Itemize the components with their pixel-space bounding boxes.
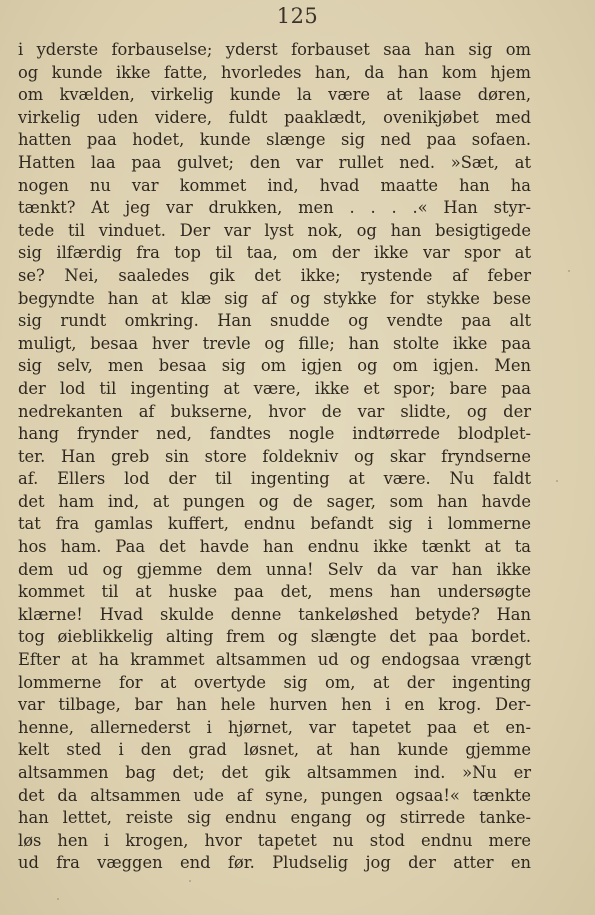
- text-line: det ham ind, at pungen og de sager, som han havde: [18, 491, 531, 511]
- text-line: om kvælden, virkelig kunde la være at laase døren,: [18, 85, 531, 105]
- text-line: dem ud og gjemme dem unna! Selv da var han ikke: [18, 559, 531, 579]
- body-text: [18, 39, 531, 875]
- text-line: altsammen bag det; det gik altsammen ind. »Nu er: [18, 763, 531, 782]
- text-line: begyndte han at klæ sig af og stykke for stykke bese: [18, 288, 531, 308]
- text-line: se? Nei, saaledes gik det ikke; rystende af feber: [18, 265, 531, 285]
- text-line: ud fra væggen end før. Pludselig jog der atter en: [18, 853, 531, 873]
- text-line: sig selv, men besaa sig om igjen og om igjen. Men: [18, 356, 531, 376]
- text-line: muligt, besaa hver trevle og fille; han stolte ikke paa: [18, 333, 531, 353]
- text-line: nedrekanten af bukserne, hvor de var slidte, og der: [18, 401, 531, 421]
- page-number: 125: [276, 4, 319, 28]
- text-line: virkelig uden videre, fuldt paaklædt, ovenikjøbet med: [18, 107, 531, 127]
- text-line: tede til vinduet. Der var lyst nok, og han besigtigede: [18, 220, 531, 240]
- text-line: af. Ellers lod der til ingenting at være. Nu faldt: [18, 469, 531, 489]
- text-line: klærne! Hvad skulde denne tankeløshed betyde? Han: [18, 604, 531, 624]
- text-line: der lod til ingenting at være, ikke et spor; bare paa: [18, 378, 531, 398]
- text-line: sig ilfærdig fra top til taa, om der ikke var spor at: [18, 243, 531, 263]
- text-line: tog øieblikkelig alting frem og slængte det paa bordet.: [18, 627, 531, 647]
- text-line: sig rundt omkring. Han snudde og vendte paa alt: [18, 311, 531, 331]
- text-line: kelt sted i den grad løsnet, at han kunde gjemme: [18, 740, 531, 760]
- text-line: tat fra gamlas kuffert, endnu befandt sig i lommerne: [18, 514, 531, 534]
- text-line: og kunde ikke fatte, hvorledes han, da han kom hjem: [18, 62, 531, 82]
- text-line: i yderste forbauselse; yderst forbauset saa han sig om: [18, 40, 531, 59]
- paper-speck: [556, 480, 558, 482]
- paper-speck: [189, 880, 191, 882]
- text-line: løs hen i krogen, hvor tapetet nu stod endnu mere: [18, 830, 531, 850]
- text-line: nogen nu var kommet ind, hvad maatte han ha: [18, 175, 531, 195]
- text-line: hatten paa hodet, kunde slænge sig ned paa sofaen.: [18, 130, 531, 150]
- text-line: Hatten laa paa gulvet; den var rullet ned. »Sæt, at: [18, 152, 531, 172]
- text-line: han lettet, reiste sig endnu engang og stirrede tanke-: [18, 808, 531, 828]
- text-line: ter. Han greb sin store foldekniv og skar fryndserne: [18, 446, 531, 466]
- paper-speck: [57, 898, 59, 900]
- text-line: hos ham. Paa det havde han endnu ikke tænkt at ta: [18, 537, 531, 557]
- text-line: henne, allernederst i hjørnet, var tapetet paa et en-: [18, 717, 531, 737]
- text-line: tænkt? At jeg var drukken, men . . . .« Han styr-: [18, 198, 531, 218]
- text-line: Efter at ha krammet altsammen ud og endogsaa vrængt: [18, 650, 531, 670]
- paper-speck: [568, 270, 570, 272]
- text-line: hang frynder ned, fandtes nogle indtørrede blodplet-: [18, 424, 531, 444]
- text-line: var tilbage, bar han hele hurven hen i en krog. Der-: [18, 695, 531, 715]
- text-line: lommerne for at overtyde sig om, at der ingenting: [18, 672, 531, 692]
- text-line: kommet til at huske paa det, mens han undersøgte: [18, 582, 531, 602]
- text-line: det da altsammen ude af syne, pungen ogsaa!« tænkte: [18, 785, 531, 805]
